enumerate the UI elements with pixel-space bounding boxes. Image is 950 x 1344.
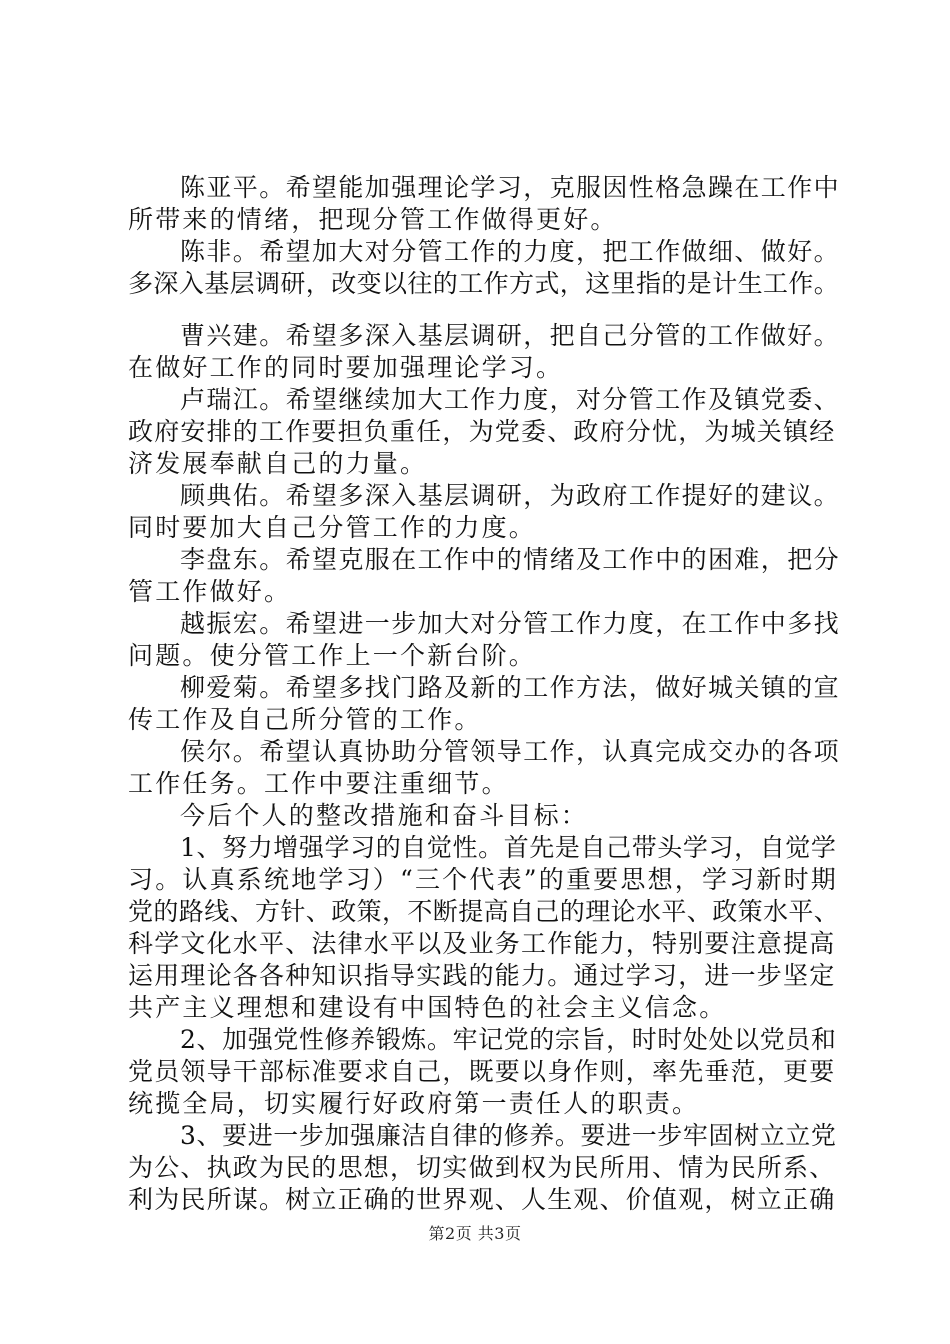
paragraph-line: 利为民所谋。树立正确的世界观、人生观、价值观，树立正确 — [128, 1185, 836, 1214]
paragraph-line: 李盘东。希望克服在工作中的情绪及工作中的困难，把分 — [180, 545, 841, 574]
paragraph-line: 曹兴建。希望多深入基层调研，把自己分管的工作做好。 — [180, 321, 841, 350]
section-heading: 今后个人的整改措施和奋斗目标： — [180, 801, 589, 830]
paragraph-line: 顾典佑。希望多深入基层调研，为政府工作提好的建议。 — [180, 481, 841, 510]
paragraph-line: 在做好工作的同时要加强理论学习。 — [128, 353, 564, 382]
paragraph-line: 2、加强党性修养锻炼。牢记党的宗旨，时时处处以党员和 — [180, 1025, 837, 1054]
paragraph-line: 共产主义理想和建设有中国特色的社会主义信念。 — [128, 993, 727, 1022]
paragraph-line: 党员领导干部标准要求自己，既要以身作则，率先垂范，更要 — [128, 1057, 836, 1086]
paragraph-line: 1、努力增强学习的自觉性。首先是自己带头学习，自觉学 — [180, 833, 837, 862]
paragraph-line: 陈非。希望加大对分管工作的力度，把工作做细、做好。 — [180, 237, 841, 266]
paragraph-line: 柳爱菊。希望多找门路及新的工作方法，做好城关镇的宣 — [180, 673, 841, 702]
paragraph-line: 多深入基层调研，改变以往的工作方式，这里指的是计生工作。 — [128, 269, 840, 298]
paragraph-line: 传工作及自己所分管的工作。 — [128, 705, 482, 734]
paragraph-gap — [128, 300, 840, 320]
paragraph-line: 济发展奉献自己的力量。 — [128, 449, 428, 478]
paragraph-line: 3、要进一步加强廉洁自律的修养。要进一步牢固树立立党 — [180, 1121, 837, 1150]
paragraph-line: 科学文化水平、法律水平以及业务工作能力，特别要注意提高 — [128, 929, 836, 958]
paragraph-line: 工作任务。工作中要注重细节。 — [128, 769, 509, 798]
paragraph-line: 政府安排的工作要担负重任，为党委、政府分忧，为城关镇经 — [128, 417, 836, 446]
paragraph-line: 为公、执政为民的思想，切实做到权为民所用、情为民所系、 — [128, 1153, 836, 1182]
paragraph-line: 侯尔。希望认真协助分管领导工作，认真完成交办的各项 — [180, 737, 841, 766]
paragraph-line: 党的路线、方针、政策，不断提高自己的理论水平、政策水平、 — [128, 897, 840, 926]
document-body — [128, 172, 840, 1216]
paragraph-line: 同时要加大自己分管工作的力度。 — [128, 513, 537, 542]
paragraph-line: 越振宏。希望进一步加大对分管工作力度，在工作中多找 — [180, 609, 841, 638]
paragraph-line: 问题。使分管工作上一个新台阶。 — [128, 641, 537, 670]
paragraph-line: 管工作做好。 — [128, 577, 292, 606]
paragraph-line: 统揽全局，切实履行好政府第一责任人的职责。 — [128, 1089, 700, 1118]
paragraph-line: 陈亚平。希望能加强理论学习，克服因性格急躁在工作中 — [180, 173, 841, 202]
paragraph-line: 习。认真系统地学习）“三个代表”的重要思想，学习新时期 — [128, 865, 838, 894]
paragraph-line: 运用理论各各种知识指导实践的能力。通过学习，进一步坚定 — [128, 961, 836, 990]
paragraph-line: 所带来的情绪，把现分管工作做得更好。 — [128, 205, 618, 234]
paragraph-line: 卢瑞江。希望继续加大工作力度，对分管工作及镇党委、 — [180, 385, 841, 414]
page-number-footer: 第2页 共3页 — [428, 1224, 522, 1243]
